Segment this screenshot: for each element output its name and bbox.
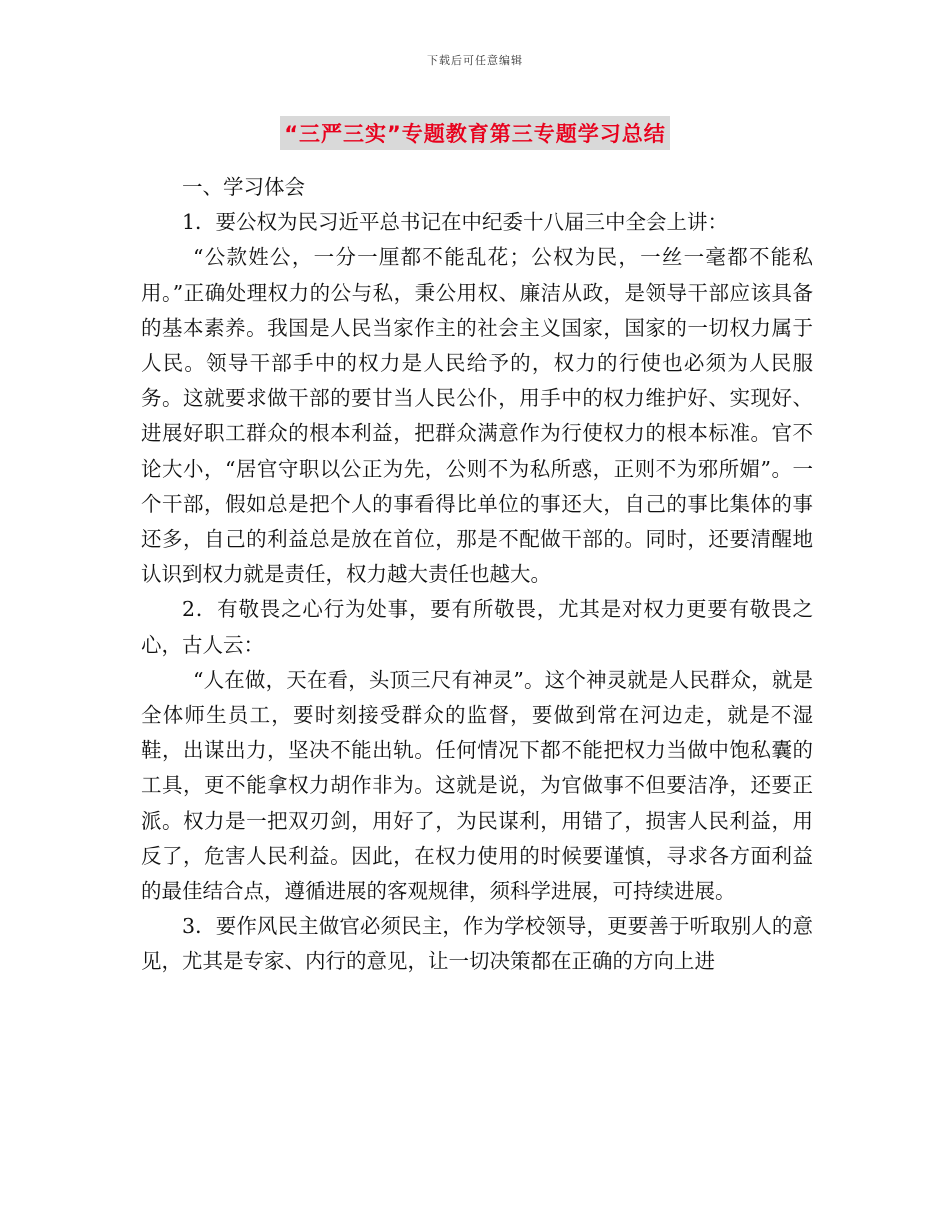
document-title: “三严三实”专题教育第三专题学习总结 <box>280 116 670 150</box>
paragraph-2-body: “人在做，天在看，头顶三尺有神灵”。这个神灵就是人民群众，就是全体师生员工，要时刻接受群众的监督，要做到常在河边走，就是不湿鞋，出谋出力，坚决不能出轨。任何情况下都不能把权力当做中饱私囊的工具，更不能拿权力胡作非为。这就是说，为官做事不但要洁净，还要正派。权力是一把双刃剑，用好了，为民谋利，用错了，损害人民利益，用反了，危害人民利益。因此，在权力使用的时候要谨慎，寻求各方面利益的最佳结合点，遵循进展的客观规律，须科学进展，可持续进展。 <box>141 667 813 904</box>
paragraph-1-heading: 1．要公权为民习近平总书记在中纪委十八届三中全会上讲： <box>182 210 729 235</box>
paragraph-3-heading: 3．要作风民主做官必须民主，作为学校领导，更要善于听取别人的意见，尤其是专家、内行的意见，让一切决策都在正确的方向上进 <box>141 914 813 974</box>
paragraph-2-heading: 2．有敬畏之心行为处事，要有所敬畏，尤其是对权力更要有敬畏之心，古人云： <box>141 597 813 657</box>
header-note: 下载后可任意编辑 <box>427 54 523 67</box>
paragraph-1-body: “公款姓公，一分一厘都不能乱花；公权为民，一丝一毫都不能私用。”正确处理权力的公与私，秉公用权、廉洁从政，是领导干部应该具备的基本素养。我国是人民当家作主的社会主义国家，国家的一切权力属于人民。领导干部手中的权力是人民给予的，权力的行使也必须为人民服务。这就要求做干部的要甘当人民公仆，用手中的权力维护好、实现好、进展好职工群众的根本利益，把群众满意作为行使权力的根本标准。官不论大小，“居官守职以公正为先，公则不为私所惑，正则不为邪所媚”。一个干部，假如总是把个人的事看得比单位的事还大，自己的事比集体的事还多，自己的利益总是放在首位，那是不配做干部的。同时，还要清醒地认识到权力就是责任，权力越大责任也越大。 <box>141 245 813 587</box>
section-heading: 一、学习体会 <box>182 175 305 199</box>
document-body <box>141 170 813 980</box>
title-wrap <box>0 116 950 150</box>
